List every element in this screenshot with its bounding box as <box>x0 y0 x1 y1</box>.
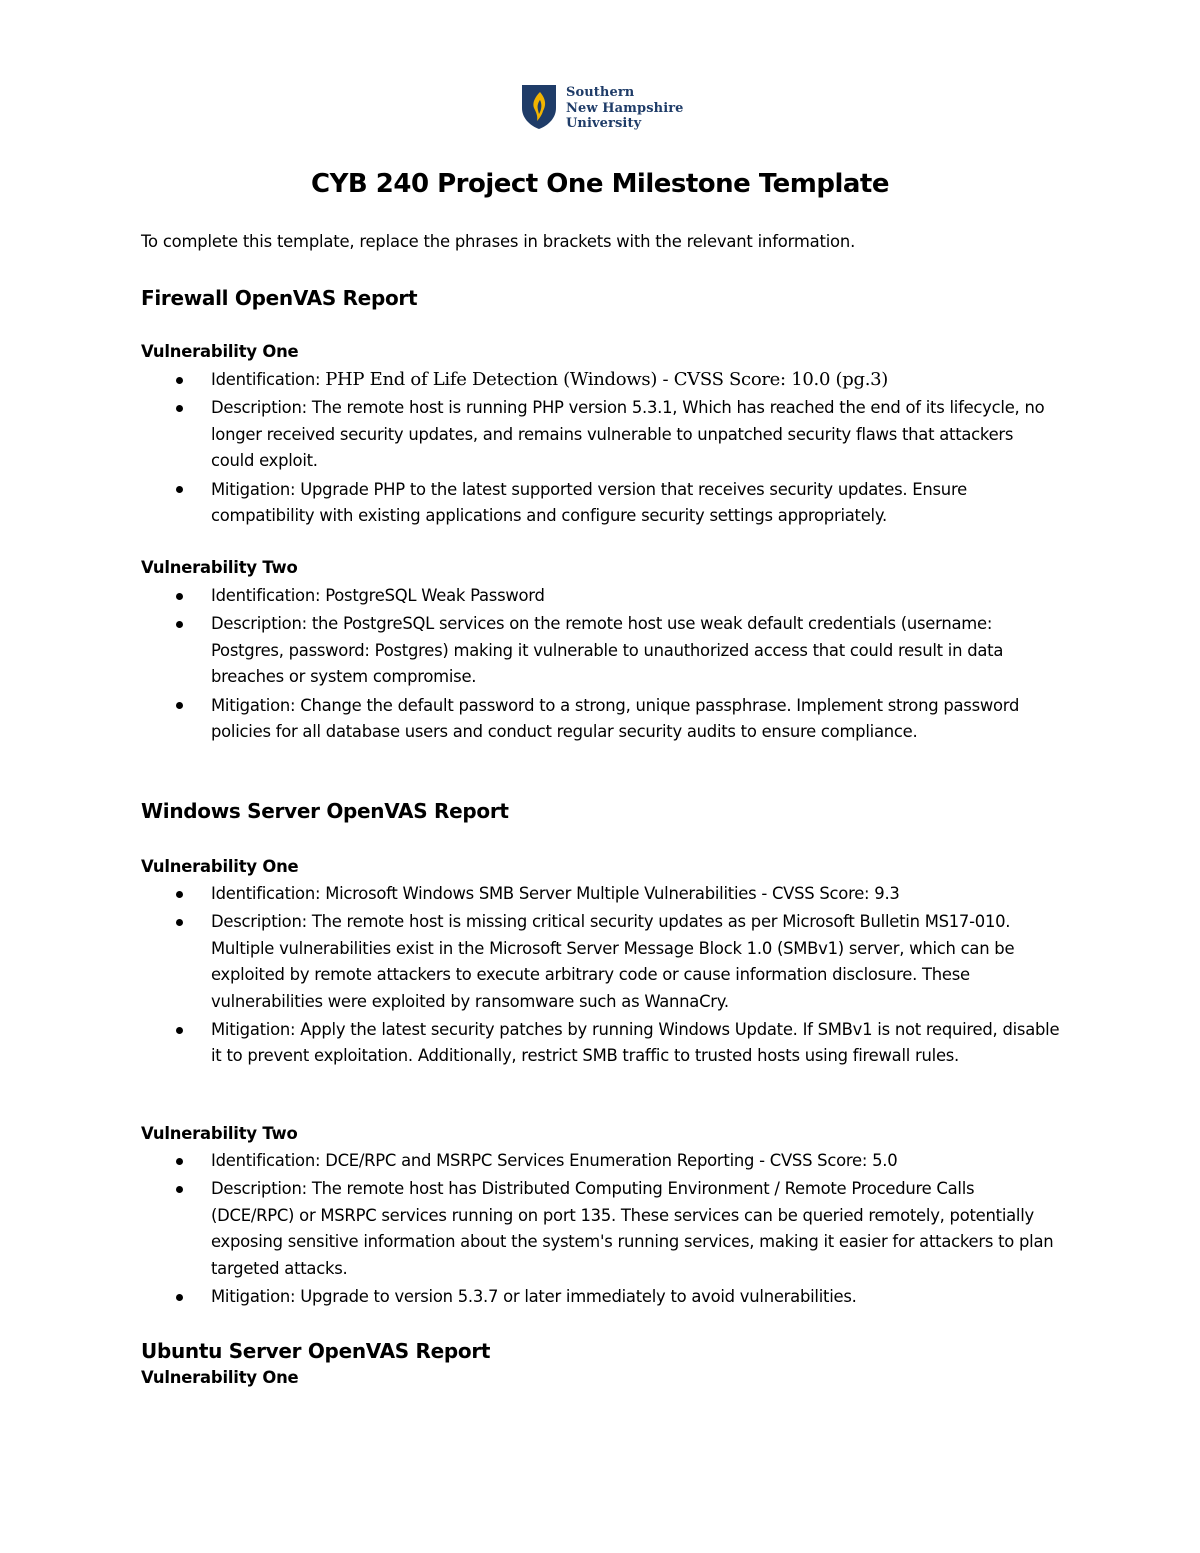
mitigation-item <box>0 1284 1061 1310</box>
document-title: CYB 240 Project One Milestone Template <box>310 169 889 199</box>
identification-label: Identification: <box>211 370 326 389</box>
mitigation-text: Mitigation: Change the default password to a strong, unique passphrase. Implement strong password policies for all database users and conduct regular security audits to ensure compliance. <box>211 695 1020 742</box>
identification-value: PHP End of Life Detection (Windows) - CVSS Score: 10.0 (pg.3) <box>325 369 888 390</box>
snhu-logo <box>521 84 684 132</box>
vuln-bullet-list <box>0 881 1061 1072</box>
bullet-icon <box>176 593 183 600</box>
identification-text: Identification: DCE/RPC and MSRPC Services Enumeration Reporting - CVSS Score: 5.0 <box>211 1151 898 1170</box>
mitigation-item <box>0 477 1061 530</box>
vuln-bullet-list <box>0 367 1061 531</box>
bullet-icon <box>176 377 183 384</box>
vuln-heading: Vulnerability One <box>141 1368 299 1387</box>
section-heading-ubuntu: Ubuntu Server OpenVAS Report <box>141 1339 491 1363</box>
identification-text: Identification: PostgreSQL Weak Password <box>211 586 545 605</box>
intro-text: To complete this template, replace the phrases in brackets with the relevant information. <box>141 232 856 251</box>
description-item <box>0 909 1061 1015</box>
bullet-icon <box>176 1186 183 1193</box>
bullet-icon <box>176 486 183 493</box>
mitigation-text: Mitigation: Apply the latest security patches by running Windows Update. If SMBv1 is not required, disable it to prevent exploitation. Additionally, restrict SMB traffic to trusted hosts using firewall rules. <box>211 1020 1060 1066</box>
logo-line-3: University <box>566 116 642 131</box>
logo-line-2: New Hampshire <box>566 100 684 116</box>
shield-flame-icon <box>521 84 557 130</box>
mitigation-item <box>0 1017 1061 1070</box>
vuln-heading: Vulnerability One <box>141 342 299 361</box>
vuln-heading: Vulnerability Two <box>141 1124 298 1143</box>
vuln-heading: Vulnerability One <box>141 857 299 876</box>
section-heading-firewall: Firewall OpenVAS Report <box>141 286 418 310</box>
bullet-icon <box>176 919 183 926</box>
bullet-icon <box>176 891 183 898</box>
identification-item <box>0 367 1061 393</box>
bullet-icon <box>176 405 183 412</box>
bullet-icon <box>176 702 183 709</box>
identification-item <box>0 881 1061 907</box>
vuln-bullet-list <box>0 583 1061 747</box>
description-item <box>0 611 1061 690</box>
identification-text: Identification: Microsoft Windows SMB Server Multiple Vulnerabilities - CVSS Score: 9.3 <box>211 884 900 903</box>
description-text: Description: The remote host has Distributed Computing Environment / Remote Procedure Calls (DCE/RPC) or MSRPC services running on port 135. These services can be queried remotely, potentially exposing sensitive information about the system's running services, making it easier for attackers to plan targeted attacks. <box>211 1179 1054 1278</box>
bullet-icon <box>176 1294 183 1301</box>
vuln-heading: Vulnerability Two <box>141 558 298 577</box>
bullet-icon <box>176 1027 183 1034</box>
section-heading-windows: Windows Server OpenVAS Report <box>141 799 509 823</box>
bullet-icon <box>176 1158 183 1165</box>
description-text: Description: The remote host is running PHP version 5.3.1, Which has reached the end of its lifecycle, no longer received security updates, and remains vulnerable to unpatched security flaws that attackers could exploit. <box>211 398 1045 471</box>
description-text: Description: The remote host is missing critical security updates as per Microsoft Bulletin MS17-010. Multiple vulnerabilities exist in the Microsoft Server Message Block 1.0 (SMBv1) server, which can be exploited by remote attackers to execute arbitrary code or cause information disclosure. These vulnerabilities were exploited by ransomware such as WannaCry. <box>211 912 1015 1011</box>
description-item <box>0 1176 1061 1282</box>
mitigation-text: Mitigation: Upgrade to version 5.3.7 or later immediately to avoid vulnerabilities. <box>211 1287 857 1307</box>
mitigation-item <box>0 693 1061 746</box>
logo-line-1: Southern <box>566 85 635 100</box>
description-text: Description: the PostgreSQL services on the remote host use weak default credentials (username: Postgres, password: Postgres) making it vulnerable to unauthorized access that could result in data breaches or system compromise. <box>211 614 1004 687</box>
identification-item <box>0 1148 1061 1174</box>
description-item <box>0 395 1061 474</box>
identification-item <box>0 583 1061 609</box>
vuln-bullet-list <box>0 1148 1061 1312</box>
mitigation-text: Mitigation: Upgrade PHP to the latest supported version that receives security updates. Ensure compatibility with existing applications and configure security settings appropriately. <box>211 479 967 526</box>
bullet-icon <box>176 621 183 628</box>
logo-wordmark <box>566 85 684 132</box>
